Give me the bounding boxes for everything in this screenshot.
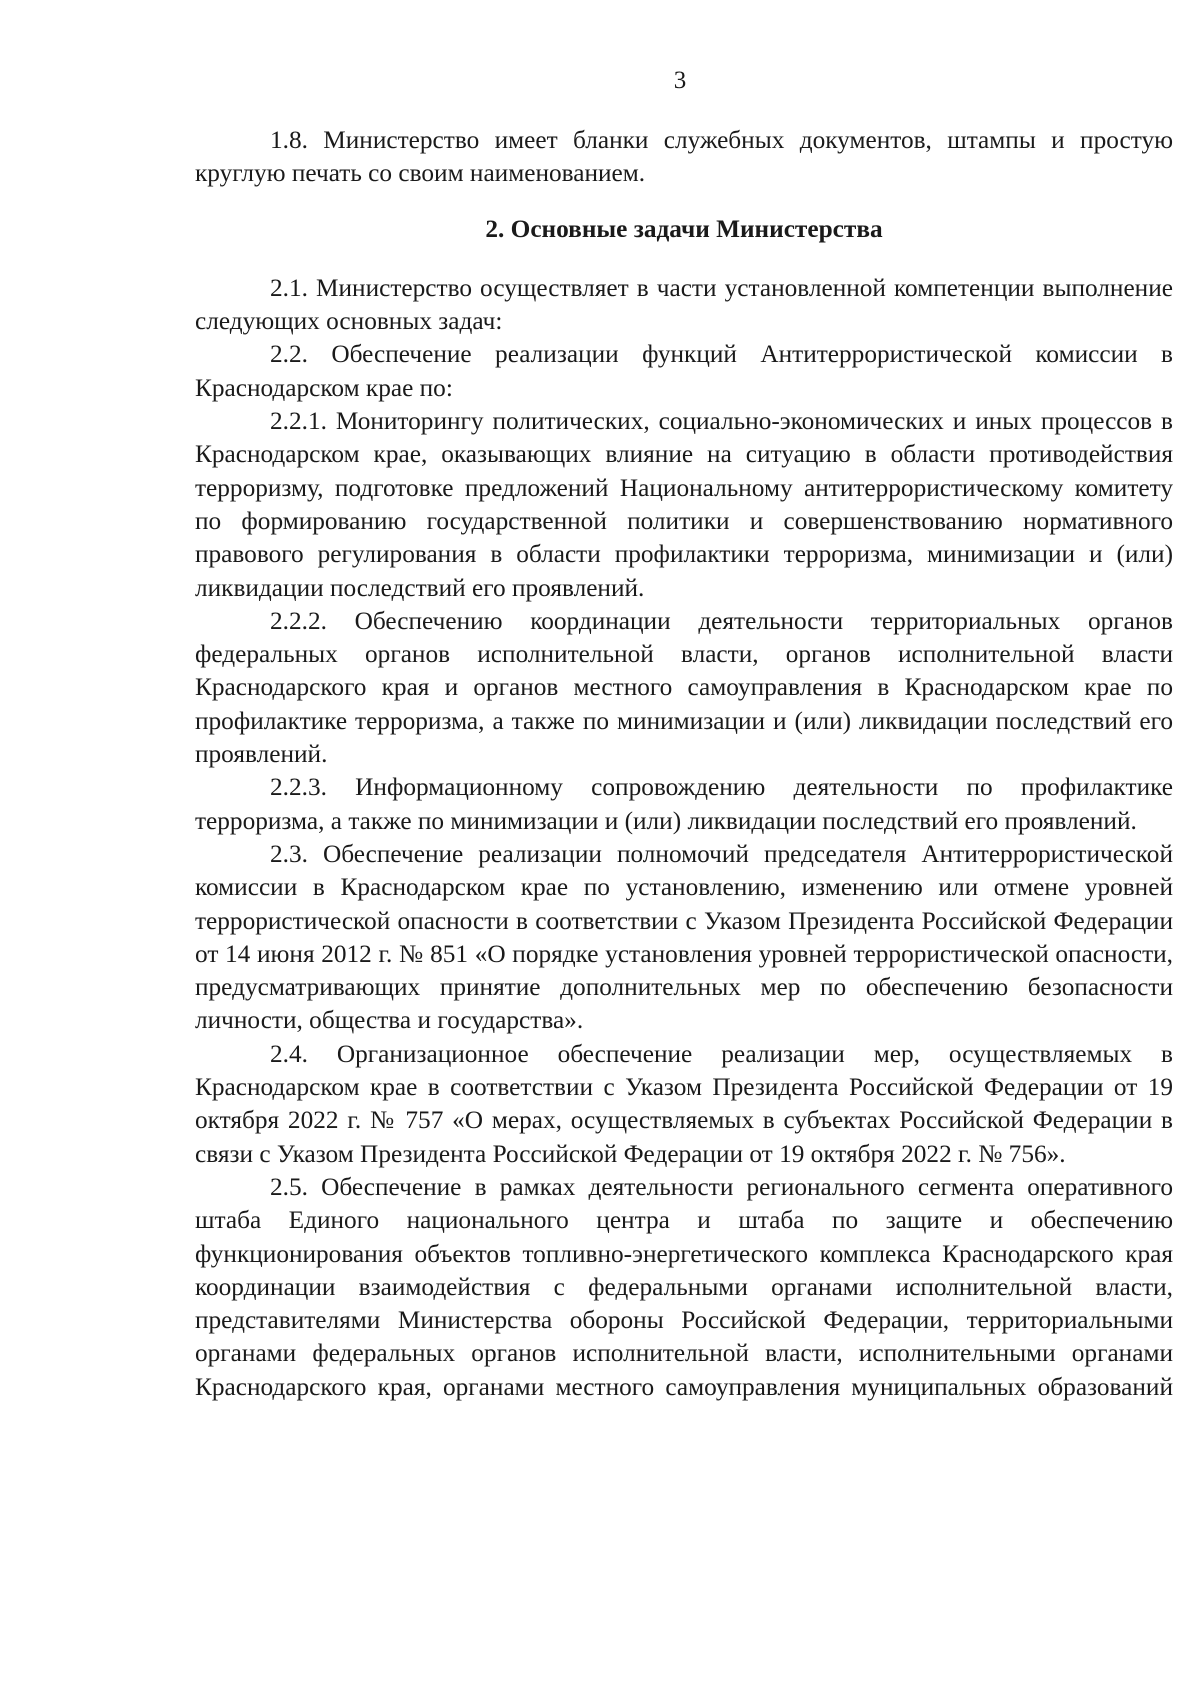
paragraph-2-2-2: 2.2.2. Обеспечению координации деятельности территориальных органов федеральных органов исполнительной власти, органов исполнительной власти Краснодарского края и органов местного самоуправления в Краснодарском крае по профилактике терроризма, а также по минимизации и (или) ликвидации последствий его проявлений. (195, 606, 1173, 769)
paragraph-2-2-3: 2.2.3. Информационному сопровождению деятельности по профилактике терроризма, а также по минимизации и (или) ликвидации последствий его проявлений. (195, 773, 1173, 835)
paragraph-2-1: 2.1. Министерство осуществляет в части установленной компетенции выполнение следующих основных задач: (195, 273, 1173, 336)
page-number: 3 (673, 67, 687, 94)
document-body (195, 124, 1173, 1404)
section-heading: 2. Основные задачи Министерства (485, 214, 883, 243)
paragraph-2-4: 2.4. Организационное обеспечение реализации мер, осуществляемых в Краснодарском крае в соответствии с Указом Президента Российской Федерации от 19 октября 2022 г. № 757 «О мерах, осуществляемых в субъектах Российской Федерации в связи с Указом Президента Российской Федерации от 19 октября 2022 г. № 756». (195, 1039, 1173, 1168)
paragraph-2-2: 2.2. Обеспечение реализации функций Антитеррористической комиссии в Краснодарском крае по: (195, 340, 1173, 402)
paragraph-2-3: 2.3. Обеспечение реализации полномочий председателя Антитеррористической комиссии в Краснодарском крае по установлению, изменению или отмене уровней террористической опасности в соответствии с Указом Президента Российской Федерации от 14 июня 2012 г. № 851 «О порядке установления уровней террористической опасности, предусматривающих принятие дополнительных мер по обеспечению безопасности личности, общества и государства». (195, 839, 1173, 1035)
paragraph-2-5: 2.5. Обеспечение в рамках деятельности регионального сегмента оперативного штаба Единого национального центра и штаба по защите и обеспечению функционирования объектов топливно-энергетического комплекса Краснодарского края координации взаимодействия с федеральными органами исполнительной власти, представителями Министерства обороны Российской Федерации, территориальными органами федеральных органов исполнительной власти, исполнительными органами Краснодарского края, органами местного самоуправления муниципальных образований (195, 1172, 1173, 1401)
paragraph-2-2-1: 2.2.1. Мониторингу политических, социально-экономических и иных процессов в Краснодарском крае, оказывающих влияние на ситуацию в области противодействия терроризму, подготовке предложений Национальному антитеррористическому комитету по формированию государственной политики и совершенствованию нормативного правового регулирования в области профилактики терроризма, минимизации и (или) ликвидации последствий его проявлений. (195, 407, 1173, 602)
paragraph-1-8: 1.8. Министерство имеет бланки служебных документов, штампы и простую круглую печать со своим наименованием. (195, 126, 1173, 188)
